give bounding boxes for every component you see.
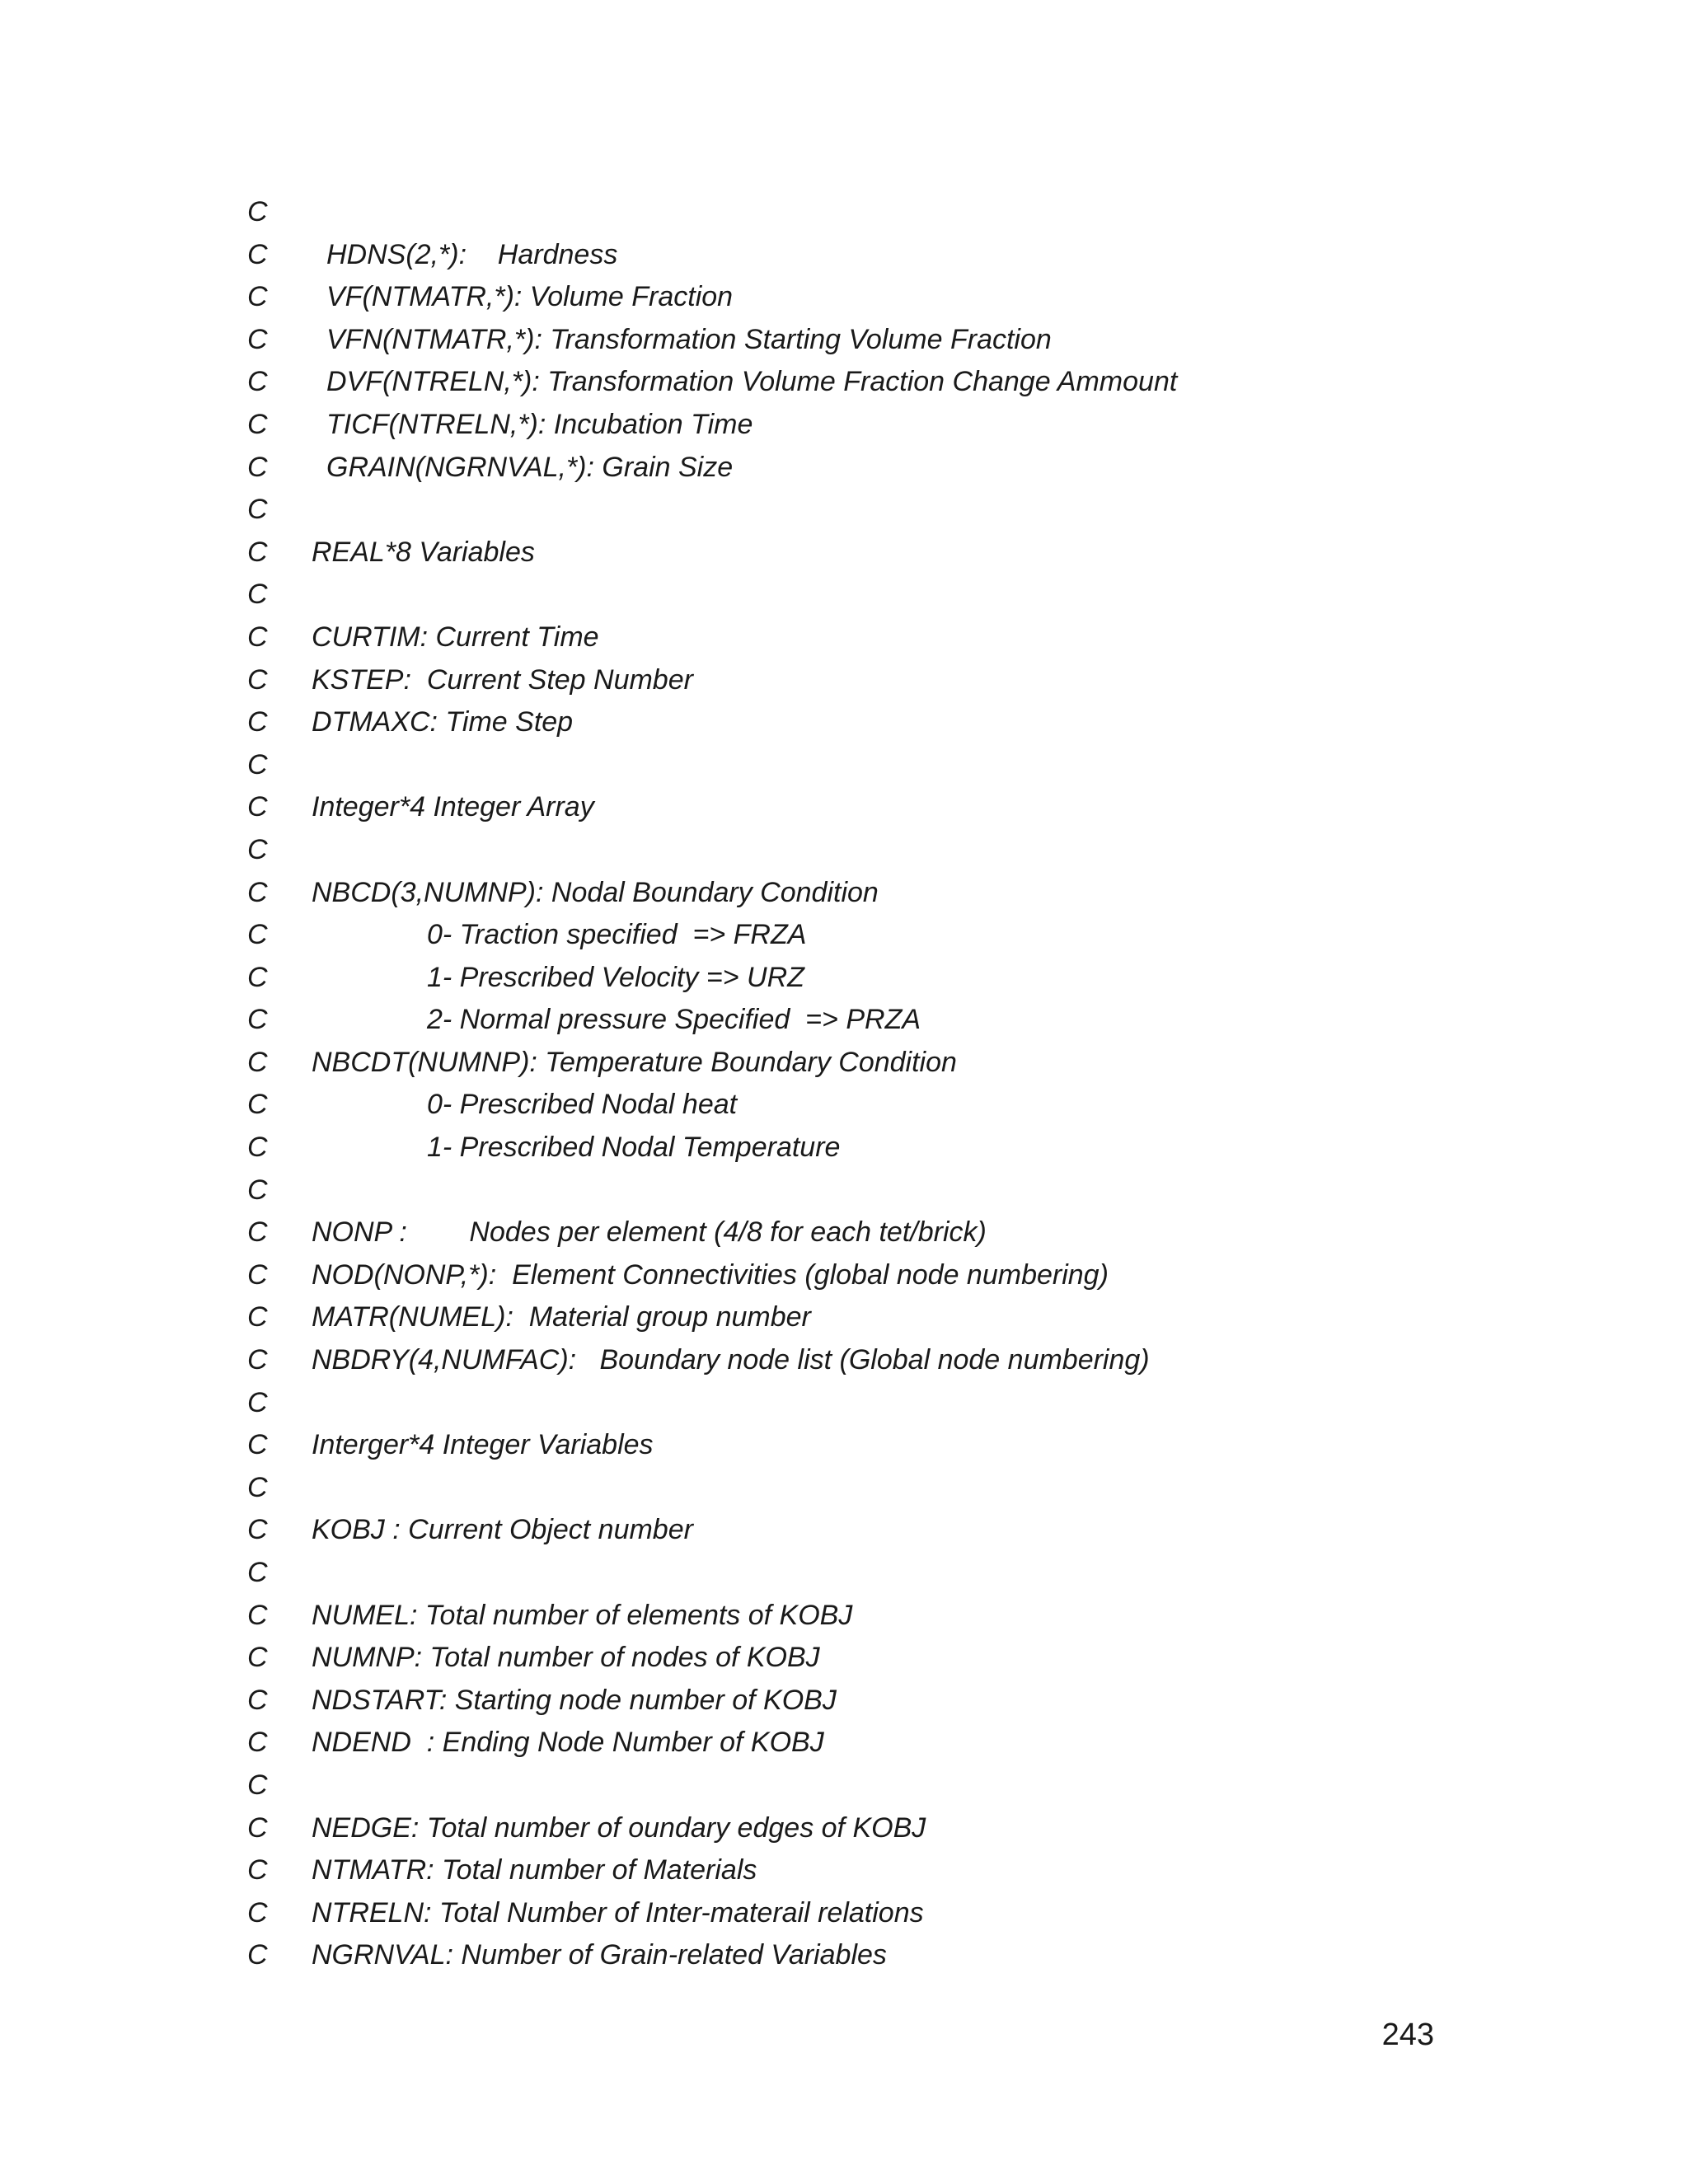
code-comment-block	[247, 191, 1607, 1977]
comment-marker: C	[247, 663, 268, 696]
comment-marker: C	[247, 1301, 268, 1333]
comment-marker: C	[247, 1811, 268, 1844]
comment-text: VFN(NTMATR,*): Transformation Starting Volume Fraction	[326, 323, 1052, 355]
comment-text: NBDRY(4,NUMFAC): Boundary node list (Global node numbering)	[312, 1344, 1150, 1376]
code-line	[247, 1765, 1607, 1807]
comment-marker: C	[247, 1344, 268, 1376]
code-line	[247, 1212, 1607, 1254]
comment-text: 1- Prescribed Velocity => URZ	[427, 961, 804, 993]
comment-text: NBCDT(NUMNP): Temperature Boundary Condition	[312, 1046, 957, 1078]
comment-marker: C	[247, 323, 268, 355]
comment-marker: C	[247, 196, 268, 227]
comment-text: NBCD(3,NUMNP): Nodal Boundary Condition	[312, 876, 879, 908]
code-line	[247, 319, 1607, 362]
comment-text: NUMEL: Total number of elements of KOBJ	[312, 1599, 853, 1631]
comment-marker: C	[247, 706, 268, 738]
code-line	[247, 1722, 1607, 1765]
code-line	[247, 1042, 1607, 1085]
comment-marker: C	[247, 366, 268, 398]
code-line	[247, 1424, 1607, 1467]
comment-text: NOD(NONP,*): Element Connectivities (global node numbering)	[312, 1258, 1109, 1291]
code-line	[247, 361, 1607, 404]
comment-marker: C	[247, 961, 268, 993]
comment-marker: C	[247, 1514, 268, 1546]
comment-marker: C	[247, 238, 268, 270]
code-line	[247, 1169, 1607, 1212]
code-line	[247, 1807, 1607, 1850]
code-line	[247, 1680, 1607, 1722]
comment-text: NUMNP: Total number of nodes of KOBJ	[312, 1642, 820, 1674]
comment-marker: C	[247, 1046, 268, 1078]
code-line	[247, 872, 1607, 915]
comment-marker: C	[247, 748, 268, 780]
code-line	[247, 447, 1607, 490]
comment-marker: C	[247, 1089, 268, 1121]
code-line	[247, 234, 1607, 277]
comment-text: REAL*8 Variables	[312, 536, 535, 568]
code-line	[247, 1552, 1607, 1595]
comment-marker: C	[247, 579, 268, 611]
comment-marker: C	[247, 1684, 268, 1716]
code-line	[247, 191, 1607, 234]
code-line	[247, 1509, 1607, 1552]
comment-marker: C	[247, 1896, 268, 1929]
code-line	[247, 1084, 1607, 1127]
comment-text: Integer*4 Integer Array	[312, 791, 594, 823]
comment-marker: C	[247, 1557, 268, 1588]
comment-marker: C	[247, 1599, 268, 1631]
code-line	[247, 659, 1607, 702]
code-line	[247, 574, 1607, 616]
code-line	[247, 1296, 1607, 1339]
code-line	[247, 914, 1607, 957]
comment-text: NTRELN: Total Number of Inter-materail relations	[312, 1896, 924, 1929]
code-line	[247, 1254, 1607, 1297]
code-line	[247, 1339, 1607, 1382]
comment-text: GRAIN(NGRNVAL,*): Grain Size	[326, 451, 734, 483]
code-line	[247, 489, 1607, 532]
comment-text: DVF(NTRELN,*): Transformation Volume Fraction Change Ammount	[326, 366, 1178, 398]
comment-marker: C	[247, 1769, 268, 1801]
comment-text: KOBJ : Current Object number	[312, 1514, 693, 1546]
code-line	[247, 744, 1607, 787]
comment-text: KSTEP: Current Step Number	[312, 663, 693, 696]
comment-marker: C	[247, 1854, 268, 1886]
code-line	[247, 276, 1607, 319]
comment-marker: C	[247, 1471, 268, 1503]
comment-marker: C	[247, 1429, 268, 1461]
comment-text: NGRNVAL: Number of Grain-related Variables	[312, 1939, 887, 1971]
code-line	[247, 701, 1607, 744]
comment-text: 1- Prescribed Nodal Temperature	[427, 1132, 841, 1164]
code-line	[247, 404, 1607, 447]
comment-text: Interger*4 Integer Variables	[312, 1429, 654, 1461]
comment-text: VF(NTMATR,*): Volume Fraction	[326, 281, 734, 313]
comment-text: DTMAXC: Time Step	[312, 706, 574, 738]
comment-text: 0- Traction specified => FRZA	[427, 919, 807, 951]
comment-text: TICF(NTRELN,*): Incubation Time	[326, 408, 753, 440]
comment-marker: C	[247, 791, 268, 823]
code-line	[247, 999, 1607, 1042]
comment-marker: C	[247, 408, 268, 440]
comment-text: MATR(NUMEL): Material group number	[312, 1301, 811, 1333]
comment-marker: C	[247, 536, 268, 568]
comment-marker: C	[247, 1132, 268, 1164]
comment-text: NTMATR: Total number of Materials	[312, 1854, 757, 1886]
code-line	[247, 1934, 1607, 1977]
page-number: 243	[1381, 2018, 1434, 2052]
comment-text: NDSTART: Starting node number of KOBJ	[312, 1684, 837, 1716]
code-line	[247, 1382, 1607, 1425]
comment-marker: C	[247, 1258, 268, 1291]
code-line	[247, 957, 1607, 1000]
comment-marker: C	[247, 281, 268, 313]
comment-text: NDEND : Ending Node Number of KOBJ	[312, 1727, 824, 1759]
code-line	[247, 786, 1607, 829]
comment-marker: C	[247, 1727, 268, 1759]
code-line	[247, 829, 1607, 872]
comment-marker: C	[247, 919, 268, 951]
code-line	[247, 532, 1607, 574]
comment-marker: C	[247, 494, 268, 526]
comment-marker: C	[247, 1939, 268, 1971]
comment-text: NEDGE: Total number of oundary edges of KOBJ	[312, 1811, 926, 1844]
code-line	[247, 1595, 1607, 1638]
comment-marker: C	[247, 1216, 268, 1249]
code-line	[247, 1637, 1607, 1680]
code-line	[247, 1467, 1607, 1510]
comment-text: HDNS(2,*): Hardness	[326, 238, 618, 270]
comment-text: 2- Normal pressure Specified => PRZA	[427, 1004, 921, 1036]
comment-marker: C	[247, 1174, 268, 1206]
code-line	[247, 616, 1607, 659]
comment-marker: C	[247, 833, 268, 865]
comment-text: CURTIM: Current Time	[312, 621, 599, 653]
comment-marker: C	[247, 876, 268, 908]
comment-marker: C	[247, 1642, 268, 1674]
comment-marker: C	[247, 451, 268, 483]
comment-text: NONP : Nodes per element (4/8 for each tet/brick)	[312, 1216, 987, 1249]
comment-marker: C	[247, 621, 268, 653]
comment-marker: C	[247, 1004, 268, 1036]
code-line	[247, 1849, 1607, 1892]
code-line	[247, 1892, 1607, 1935]
code-line	[247, 1127, 1607, 1169]
comment-text: 0- Prescribed Nodal heat	[427, 1089, 738, 1121]
comment-marker: C	[247, 1386, 268, 1418]
